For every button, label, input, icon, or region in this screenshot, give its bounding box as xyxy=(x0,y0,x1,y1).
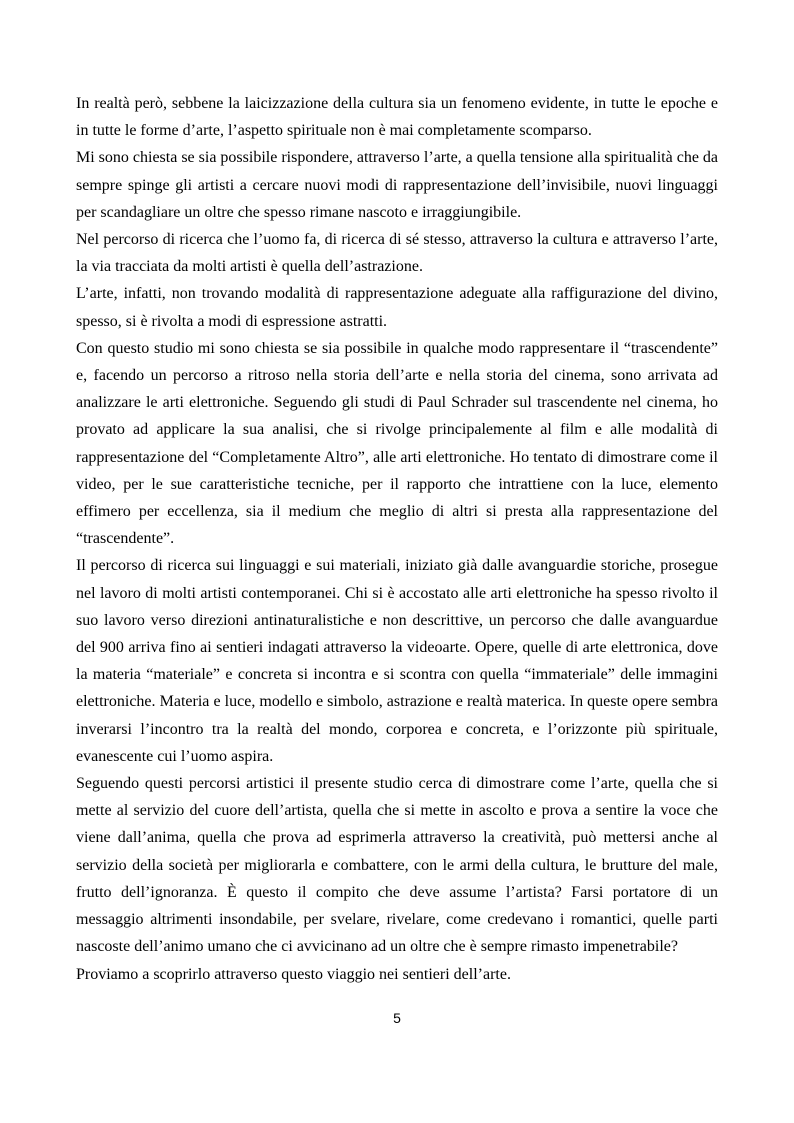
paragraph: Nel percorso di ricerca che l’uomo fa, di ricerca di sé stesso, attraverso la cultura e attraverso l’arte, la via tracciata da molti artisti è quella dell’astrazione. xyxy=(76,231,718,276)
paragraph: Il percorso di ricerca sui linguaggi e sui materiali, iniziato già dalle avanguardie storiche, prosegue nel lavoro di molti artisti contemporanei. Chi si è accostato alle arti elettroniche ha spesso rivolto il suo lavoro verso direzioni antinaturalistiche e non descrittive, un percorso che dalle avanguardue del 900 arriva fino ai sentieri indagati attraverso la videoarte. Opere, quelle di arte elettronica, dove la materia “materiale” e concreta si incontra e si scontra con quella “immateriale” delle immagini elettroniche. Materia e luce, modello e simbolo, astrazione e realtà materica. In queste opere sembra inverarsi l’incontro tra la realtà del mondo, corporea e concreta, e l’orizzonte più spirituale, evanescente cui l’uomo aspira. xyxy=(76,557,718,765)
paragraph: Con questo studio mi sono chiesta se sia possibile in qualche modo rappresentare il “trascendente” e, facendo un percorso a ritroso nella storia dell’arte e nella storia del cinema, sono arrivata ad analizzare le arti elettroniche. Seguendo gli studi di Paul Schrader sul trascendente nel cinema, ho provato ad applicare la sua analisi, che si rivolge principalemente al film e alle modalità di rappresentazione del “Completamente Altro”, alle arti elettroniche. Ho tentato di dimostrare come il video, per le sue caratteristiche tecniche, per il rapporto che intrattiene con la luce, elemento effimero per eccellenza, sia il medium che meglio di altri si presta alla rappresentazione del “trascendente”. xyxy=(76,339,718,548)
paragraph: L’arte, infatti, non trovando modalità di rappresentazione adeguate alla raffigurazione del divino, spesso, si è rivolta a modi di espressione astratti. xyxy=(76,285,718,330)
paragraph: Seguendo questi percorsi artistici il presente studio cerca di dimostrare come l’arte, quella che si mette al servizio del cuore dell’artista, quella che si mette in ascolto e prova a sentire la voce che viene dall’anima, quella che prova ad esprimerla attraverso la creatività, può mettersi anche al servizio della società per migliorarla e combattere, con le armi della cultura, le brutture del male, frutto dell’ignoranza. È questo il compito che deve assume l’artista? Farsi portatore di un messaggio altrimenti insondabile, per svelare, rivelare, come credevano i romantici, quelle parti nascoste dell’animo umano che ci avvicinano ad un oltre che è sempre rimasto impenetrabile? xyxy=(76,775,718,956)
body-text xyxy=(76,90,718,988)
page-number: 5 xyxy=(393,1010,401,1026)
paragraph: Mi sono chiesta se sia possibile rispondere, attraverso l’arte, a quella tensione alla spiritualità che da sempre spinge gli artisti a cercare nuovi modi di rappresentazione dell’invisibile, nuovi linguaggi per scandagliare un oltre che spesso rimane nascoto e irraggiungibile. xyxy=(76,149,719,221)
paragraph: In realtà però, sebbene la laicizzazione della cultura sia un fenomeno evidente, in tutte le epoche e in tutte le forme d’arte, l’aspetto spirituale non è mai completamente scomparso. xyxy=(76,95,718,140)
paragraph: Proviamo a scoprirlo attraverso questo viaggio nei sentieri dell’arte. xyxy=(76,965,511,983)
